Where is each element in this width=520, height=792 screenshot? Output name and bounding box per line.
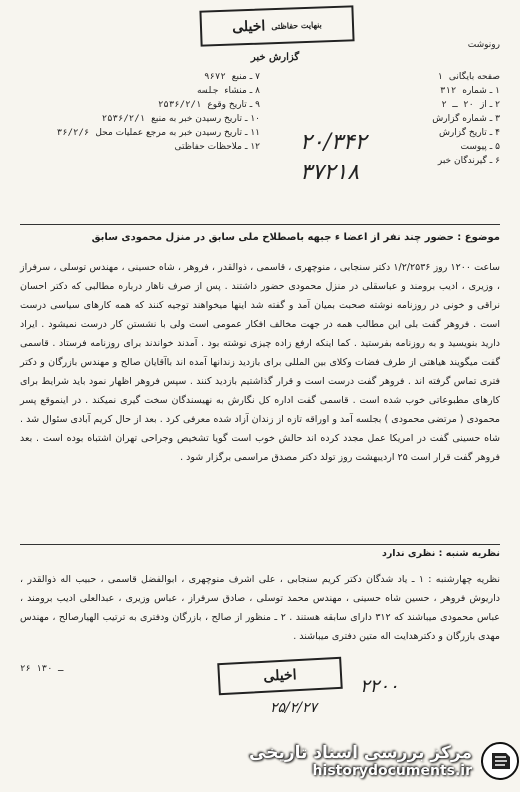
- watermark: [200, 730, 520, 792]
- header-right-field-label: ۲ ـ از: [479, 100, 500, 110]
- header-left-field-row: [20, 84, 260, 98]
- header-left-field-value: ۲۵۳۶/۲/۱: [158, 100, 202, 110]
- header-left-column: [20, 70, 260, 154]
- evaluation-text: نظریه چهارشنبه : ۱ ـ یاد شدگان دکتر کریم سنجابی ، علی اشرف منوچهری ، ابوالفضل قاسمی ، حبیب اله ذوالقدر ، داریوش فروهر ، حسین شاه حسینی ، مهندس محمد توسلی ، صادق سرفراز ، عباس وزیری ، عبدالعلی ادیب برومند ، عباس محمودی میباشند که ۳۱۲ دارای سابقه هستند . ۲ ـ منظور از صالح ، بازرگان ودفتری به ترتیب الهیارصالح ، مهندس مهدی بازرگان و دکترهدایت اله متین دفتری میباشند .: [20, 574, 500, 642]
- watermark-url: historydocuments.ir: [312, 763, 472, 779]
- divider-bottom: [20, 544, 500, 545]
- header-left-field-label: ۱۲ ـ ملاحظات حفاظتی: [174, 142, 260, 152]
- header-right-field-row: [270, 98, 500, 112]
- header-left-field-row: [20, 112, 260, 126]
- subject-line: موضوع : حضور چند نفر از اعضا ء جبهه باصطلاح ملی سابق در منزل محمودی سابق: [91, 232, 500, 243]
- handwritten-number-2: ۳۷۲۱۸: [300, 160, 360, 185]
- header-left-field-label: ۹ ـ تاریخ وقوع: [207, 100, 260, 110]
- evaluation-note: نظریه شنبه : نظری ندارد: [381, 548, 500, 559]
- header-left-field-value: ۲۵۳۶/۲/۱: [101, 114, 146, 124]
- handwritten-number-1: ۲۰/۳۴۲: [300, 130, 367, 155]
- report-body: [20, 258, 500, 467]
- stamp-top-subtext: بنهایت حفاظتی: [271, 19, 322, 32]
- header-left-field-row: [20, 140, 260, 154]
- stamp-top-text: اخیلی: [231, 18, 266, 36]
- header-right-field-value: ۲۰ ـ ۲: [441, 100, 474, 110]
- header-right-field-label: صفحه بایگانی: [448, 72, 500, 82]
- header-right-field-label: ۶ ـ گیرندگان خبر: [437, 156, 500, 166]
- header-right-field-label: ۵ ـ پیوست: [460, 142, 500, 152]
- header-right-field-label: ۱ ـ شماره: [462, 86, 500, 96]
- header-left-field-value: ۳۶/۲/۶: [56, 128, 90, 138]
- classification-stamp-bottom: اخیلی: [217, 657, 343, 695]
- header-left-field-label: ۷ ـ منبع: [231, 72, 260, 82]
- top-right-note: رونوشت: [467, 40, 500, 50]
- report-title: گزارش خبر: [250, 52, 300, 63]
- header-fields: [20, 70, 500, 220]
- watermark-text: [249, 743, 472, 779]
- header-right-field-row: [270, 112, 500, 126]
- header-right-field-value: ۳۱۲: [439, 86, 457, 96]
- classification-stamp-top: [199, 5, 354, 46]
- page-reference: ۲۶ ـ ۱۳۰: [20, 664, 64, 674]
- header-right-field-value: ۱: [437, 72, 443, 82]
- archive-logo-icon: [480, 741, 520, 781]
- header-left-field-row: [20, 70, 260, 84]
- header-left-field-label: ۱۱ ـ تاریخ رسیدن خبر به مرجع عملیات محل: [95, 128, 260, 138]
- header-left-field-label: ۸ ـ منشاء: [224, 86, 260, 96]
- header-left-field-row: [20, 126, 260, 140]
- divider-top: [20, 224, 500, 225]
- header-right-field-label: ۳ ـ شماره گزارش: [432, 114, 500, 124]
- header-right-field-row: [270, 84, 500, 98]
- watermark-title: مرکز بررسی اسناد تاریخی: [249, 743, 472, 763]
- header-right-field-label: ۴ ـ تاریخ گزارش: [438, 128, 500, 138]
- header-left-field-value: ۹۶۷۲: [204, 72, 226, 82]
- header-left-field-value: جلسه: [196, 86, 219, 96]
- header-left-field-row: [20, 98, 260, 112]
- body-paragraph: ساعت ۱۲۰۰ روز ۱/۲/۲۵۳۶ دکتر سنجابی ، منوچهری ، قاسمی ، ذوالقدر ، فروهر ، شاه حسینی ، مهندس توسلی ، سرفراز ، وزیری ، ادیب برومند و عباسقلی در منزل محمودی حضور داشتند . پس از صرف ناهار درباره مطالبی که دکتر احسان نراقی و خونی در روزنامه نوشته صحبت بمیان آمد و گفته شد اینها میخواهند توجیه کنند که همه کارهای سیاسی درست است . فروهر گفت بلی این مطالب همه در جهت مخالف افکار عمومی است ولی با نشستن کار درست نمیشود . ایراد دارید بنویسید و به روزنامه بفرستید . کما اینکه ارفع زاده چیزی نوشته بود . آمدند خواندند برای روزنامه فرستاد . قاسمی گفت میگویند هیاهتی از طرف فضات وکلای بین المللی برای بازدید زندانها آمده اند باآقایان صالح و مهندس بازرگان و دکتر فتری تماس گرفته اند . فروهر گفت درست است و قرار گذاشتیم بازدید کنند . سپس فروهر اظهار نمود باید شرایط برای کارهای مطبوعاتی خوب شده است . قاسمی گفت اداره کل نگارش به نهیسندگان سخت گیری نمیکند . در اینموقع پسر محمودی ( مرتضی محمودی ) بجلسه آمد و اوراقه تازه از زندان آزاد شده معرفی کرد . بعد از حال کریم آبادی سئوال شد . شاه حسینی گفت در امریکا عمل مجدد کرده اند حالش خوب است گویا تشخیص وجراحی تهران اشتباه بوده است . بعد فروهر گفت قرار است ۲۵ اردیبهشت روز تولد دکتر مصدق مراسمی برگزار شود .: [20, 262, 500, 463]
- handwritten-signature-date: ۲۵/۲/۲۷: [270, 700, 318, 716]
- handwritten-signature-number: ۲۲۰۰: [360, 676, 399, 697]
- header-right-field-row: [270, 70, 500, 84]
- header-left-field-label: ۱۰ ـ تاریخ رسیدن خبر به منبع: [151, 114, 260, 124]
